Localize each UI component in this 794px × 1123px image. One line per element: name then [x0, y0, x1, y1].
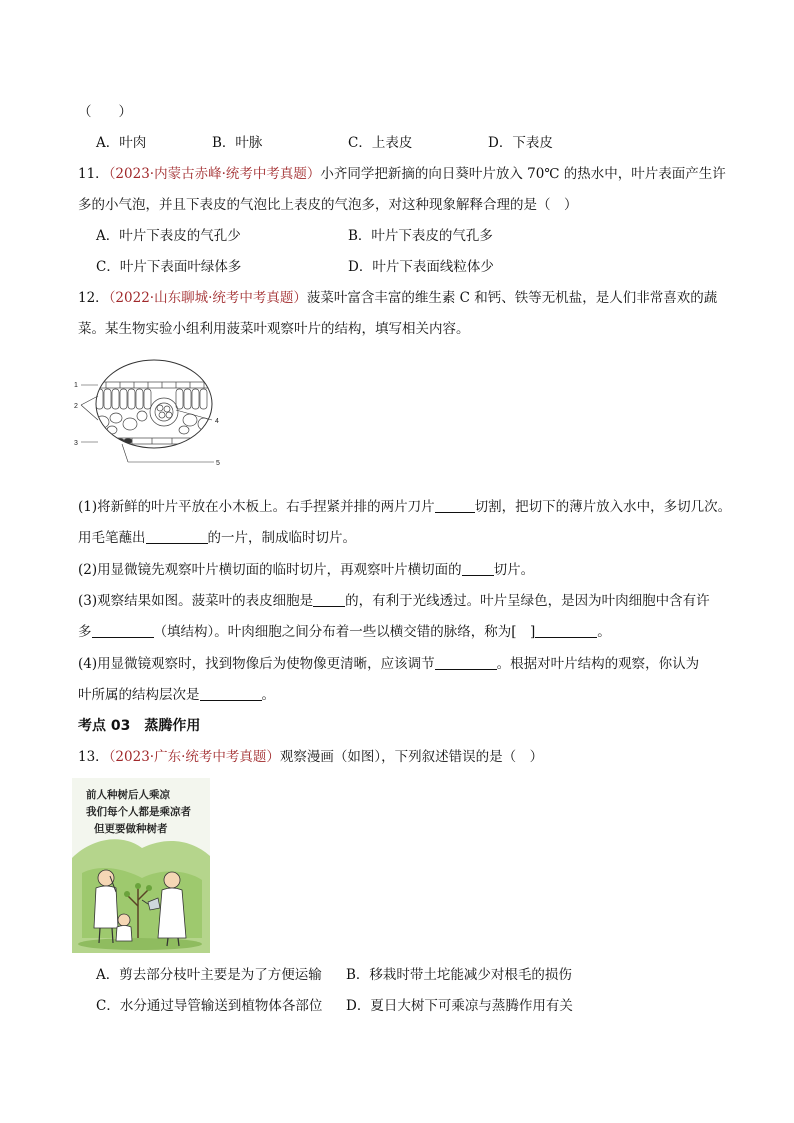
q13-line-1 — [78, 747, 543, 767]
q12-p3-text-e: 。 — [597, 624, 611, 640]
q12-number: 12． — [78, 290, 109, 306]
q11-option-b: B．叶片下表皮的气孔多 — [348, 228, 493, 244]
tree-planting-comic — [72, 778, 210, 953]
q12-p4-text-b: 。根据对叶片结构的观察，你认为 — [496, 656, 700, 672]
q12-stem-1: 菠菜叶富含丰富的维生素 C 和钙、铁等无机盐，是人们非常喜欢的蔬 — [306, 290, 718, 306]
field-of-view-outline — [96, 360, 212, 448]
figure-label-5: 5 — [216, 460, 220, 467]
stoma — [116, 439, 124, 444]
q12-line-2: 菜。某生物实验小组利用菠菜叶观察叶片的结构，填写相关内容。 — [78, 321, 470, 337]
q11-options-row-2 — [96, 257, 716, 277]
q11-source: （2023·内蒙古赤峰·统考中考真题） — [108, 166, 321, 182]
q13-options-row-1 — [96, 965, 716, 985]
answer-blank[interactable] — [92, 623, 154, 638]
answer-blank[interactable] — [200, 686, 262, 701]
q11-options-row-1 — [96, 226, 716, 246]
figure-label-2: 2 — [74, 403, 78, 410]
comic-caption-line-3: 但更要做种树者 — [94, 823, 168, 835]
q11-number: 11． — [78, 166, 109, 182]
figure-label-3: 3 — [74, 440, 78, 447]
figure-label-4: 4 — [215, 418, 219, 425]
section-title: 蒸腾作用 — [144, 718, 201, 734]
leaf-cross-section-figure — [72, 356, 222, 468]
q10-option-a: A．叶肉 — [96, 135, 147, 151]
answer-blank[interactable] — [435, 498, 475, 513]
q12-p1-text-c: 用毛笔蘸出 — [78, 530, 146, 546]
q12-p1-text-a: (1)将新鲜的叶片平放在小木板上。右手捏紧并排的两片刀片 — [78, 499, 435, 515]
q12-part-4-line-1 — [78, 654, 699, 674]
q10-option-c: C．上表皮 — [348, 135, 413, 151]
comic-caption-line-2: 我们每个人都是乘凉者 — [86, 806, 191, 818]
q10-option-b: B．叶脉 — [212, 135, 263, 151]
q13-option-b: B．移栽时带土坨能减少对根毛的损伤 — [346, 967, 572, 983]
q13-stem: 观察漫画（如图），下列叙述错误的是（ ） — [279, 749, 544, 765]
q12-p1-text-b: 切割，把切下的薄片放入水中，多切几次。 — [474, 499, 732, 515]
answer-blank[interactable] — [535, 623, 597, 638]
q13-number: 13． — [78, 749, 109, 765]
q12-source: （2022·山东聊城·统考中考真题） — [108, 290, 307, 306]
figure-label-1: 1 — [74, 382, 78, 389]
q12-part-3-line-2 — [78, 622, 611, 642]
answer-blank[interactable] — [313, 592, 345, 607]
q11-option-a: A．叶片下表皮的气孔少 — [96, 228, 241, 244]
q10-options — [96, 133, 716, 153]
q12-p4-text-a: (4)用显微镜观察时，找到物像后为使物像更清晰，应该调节 — [78, 656, 435, 672]
q11-option-c: C．叶片下表面叶绿体多 — [96, 259, 242, 275]
q12-part-3-line-1 — [78, 591, 710, 611]
q13-option-d: D．夏日大树下可乘凉与蒸腾作用有关 — [346, 998, 573, 1014]
q12-p3-text-a: (3)观察结果如图。菠菜叶的表皮细胞是 — [78, 593, 314, 609]
q12-p1-text-d: 的一片，制成临时切片。 — [207, 530, 356, 546]
answer-blank[interactable] — [146, 529, 208, 544]
q12-p2-text-a: (2)用显微镜先观察叶片横切面的临时切片，再观察叶片横切面的 — [78, 562, 462, 578]
q12-p4-text-c: 叶所属的结构层次是 — [78, 687, 200, 703]
q12-part-1-line-1 — [78, 497, 731, 517]
q11-option-d: D．叶片下表面线粒体少 — [348, 259, 494, 275]
answer-blank[interactable] — [435, 655, 497, 670]
ground — [78, 938, 202, 950]
answer-blank[interactable] — [462, 561, 494, 576]
section-label: 考点 03 — [78, 718, 131, 734]
q13-options-row-2 — [96, 996, 716, 1016]
q12-p3-text-b: 的，有利于光线透过。叶片呈绿色，是因为叶肉细胞中含有许 — [345, 593, 710, 609]
q12-p4-text-d: 。 — [261, 687, 275, 703]
q12-part-1-line-2 — [78, 528, 356, 548]
q12-p3-text-d: （填结构）。叶肉细胞之间分布着一些以横交错的脉络，称为[ ] — [153, 624, 536, 640]
q11-line-1 — [78, 164, 726, 184]
q13-source: （2023·广东·统考中考真题） — [108, 749, 280, 765]
q12-line-1 — [78, 288, 717, 308]
q13-option-a: A．剪去部分枝叶主要是为了方便运输 — [96, 967, 322, 983]
comic-caption-line-1: 前人种树后人乘凉 — [86, 789, 170, 801]
q10-paren: （ ） — [78, 104, 132, 120]
q11-line-2: 多的小气泡，并且下表皮的气泡比上表皮的气泡多，对这种现象解释合理的是（ ） — [78, 197, 578, 213]
q12-p3-text-c: 多 — [78, 624, 92, 640]
q10-option-d: D．下表皮 — [488, 135, 553, 151]
q12-p2-text-b: 切片。 — [493, 562, 535, 578]
q13-option-c: C．水分通过导管输送到植物体各部位 — [96, 998, 323, 1014]
q11-stem-1: 小齐同学把新摘的向日葵叶片放入 70℃ 的热水中，叶片表面产生许 — [320, 166, 726, 182]
section-heading — [78, 716, 200, 736]
child-figure — [116, 914, 132, 941]
q12-part-2 — [78, 560, 534, 580]
q12-part-4-line-2 — [78, 685, 275, 705]
